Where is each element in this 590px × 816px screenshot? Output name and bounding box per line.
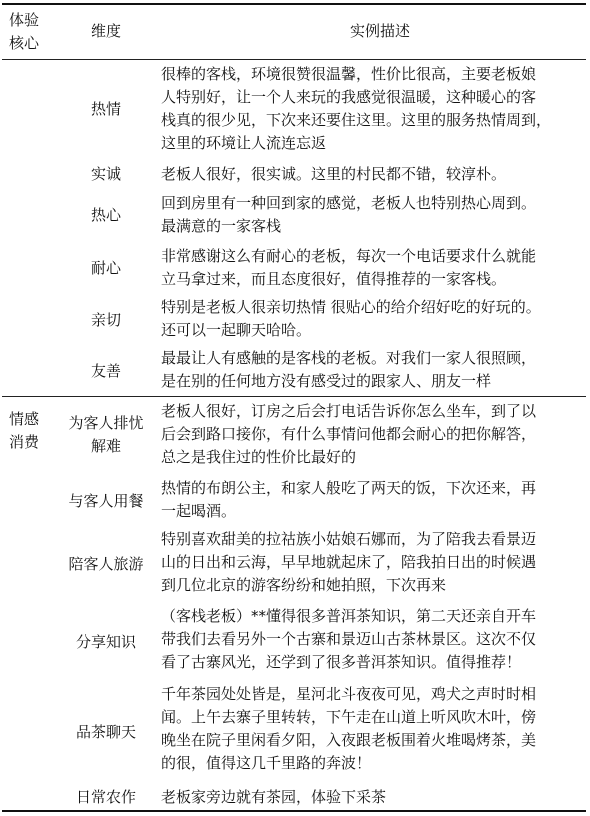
desc-line: 山的日出和云海，早早地就起床了，陪我拍日出的时候遇 [161, 553, 537, 571]
desc-line: 闻。上午去寨子里转转，下午走在山道上听风吹木叶，傍 [161, 708, 537, 726]
row-description [161, 296, 581, 342]
desc-line: 这里的环境让人流连忘返 [161, 134, 327, 152]
desc-line: 带我们去看另外一个古寨和景迈山古茶林景区。这次不仅 [161, 630, 537, 648]
row-description [161, 347, 581, 393]
desc-line: 千年茶园处处皆是，星河北斗夜夜可见，鸡犬之声时时相 [161, 685, 537, 703]
desc-line: 很棒的客栈，环境很赞很温馨，性价比很高，主要老板娘 [161, 65, 537, 83]
desc-line: 老板人很好，很实诚。这里的村民都不错，较淳朴。 [161, 165, 507, 183]
core-label-line2: 消费 [8, 433, 39, 451]
row-description [161, 163, 581, 186]
desc-line: （客栈老板）**懂得很多普洱茶知识，第二天还亲自开车 [161, 607, 537, 625]
desc-line: 到几位北京的游客纷纷和她拍照，下次再来 [161, 576, 447, 594]
desc-line: 看了古寨风光，还学到了很多普洱茶知识。值得推荐！ [161, 653, 522, 671]
desc-line: 最满意的一家客栈 [161, 217, 282, 235]
row-description [161, 245, 581, 291]
row-description [161, 400, 581, 469]
row-dimension: 热心 [90, 206, 121, 224]
row-dimension: 陪客人旅游 [68, 555, 144, 573]
desc-line: 非常感谢这么有耐心的老板，每次一个电话要求什么就能 [161, 247, 537, 265]
desc-line: 特别是老板人很亲切热情 很贴心的给介绍好吃的好玩的。 [161, 298, 541, 316]
header-dimension: 维度 [90, 22, 121, 40]
desc-line: 立马拿过来，而且态度很好，值得推荐的一家客栈。 [161, 270, 507, 288]
row-description [161, 528, 581, 597]
desc-line: 的很，值得这几千里路的奔波！ [161, 754, 372, 772]
table-bottom-rule [2, 810, 586, 812]
row-description [161, 786, 581, 809]
row-description [161, 605, 581, 674]
row-description [161, 477, 581, 523]
row-dimension: 品茶聊天 [75, 723, 136, 741]
row-description [161, 63, 581, 155]
row-dimension: 与客人用餐 [68, 492, 144, 510]
row-dimension [56, 412, 156, 458]
header-core-line2: 核心 [8, 34, 39, 52]
row-dimension: 亲切 [90, 311, 121, 329]
desc-line: 还可以一起聊天哈哈。 [161, 321, 312, 339]
core-label [0, 408, 48, 454]
row-dimension: 耐心 [90, 259, 121, 277]
desc-line: 回到房里有一种回到家的感觉，老板人也特别热心周到。 [161, 194, 537, 212]
row-description [161, 683, 581, 775]
dimension-line: 解难 [90, 437, 121, 455]
desc-line: 老板人很好，订房之后会打电话告诉你怎么坐车，到了以 [161, 402, 537, 420]
row-dimension: 分享知识 [75, 633, 136, 651]
desc-line: 后会到路口接你，有什么事情问他都会耐心的把你解答， [161, 425, 537, 443]
desc-line: 一起喝酒。 [161, 502, 237, 520]
header-core-line1: 体验 [8, 11, 39, 29]
desc-line: 栈真的很少见，下次来还要住这里。这里的服务热情周到， [161, 111, 552, 129]
desc-line: 是在别的任何地方没有感受过的跟家人、朋友一样 [161, 372, 492, 390]
desc-line: 总之是我住过的性价比最好的 [161, 448, 357, 466]
row-dimension: 日常农作 [75, 788, 136, 806]
header-core [0, 9, 48, 55]
row-dimension: 友善 [90, 362, 121, 380]
header-description: 实例描述 [349, 22, 410, 40]
row-dimension: 热情 [90, 100, 121, 118]
core-label-line1: 情感 [8, 410, 39, 428]
desc-line: 特别喜欢甜美的拉祜族小姑娘石娜而，为了陪我去看景迈 [161, 530, 537, 548]
desc-line: 老板家旁边就有茶园，体验下采茶 [161, 788, 387, 806]
row-dimension: 实诚 [90, 165, 121, 183]
desc-line: 晚坐在院子里闲看夕阳，入夜跟老板围着火堆喝烤茶，美 [161, 731, 537, 749]
header-rule [2, 59, 586, 60]
table-top-rule [2, 3, 586, 5]
desc-line: 人特别好，让一个人来玩的我感觉很温暖，这种暖心的客 [161, 88, 537, 106]
group-divider-rule [2, 396, 586, 397]
desc-line: 最最让人有感触的是客栈的老板。对我们一家人很照顾， [161, 349, 537, 367]
row-description [161, 192, 581, 238]
dimension-line: 为客人排忧 [68, 414, 144, 432]
desc-line: 热情的布朗公主，和家人般吃了两天的饭，下次还来，再 [161, 479, 537, 497]
